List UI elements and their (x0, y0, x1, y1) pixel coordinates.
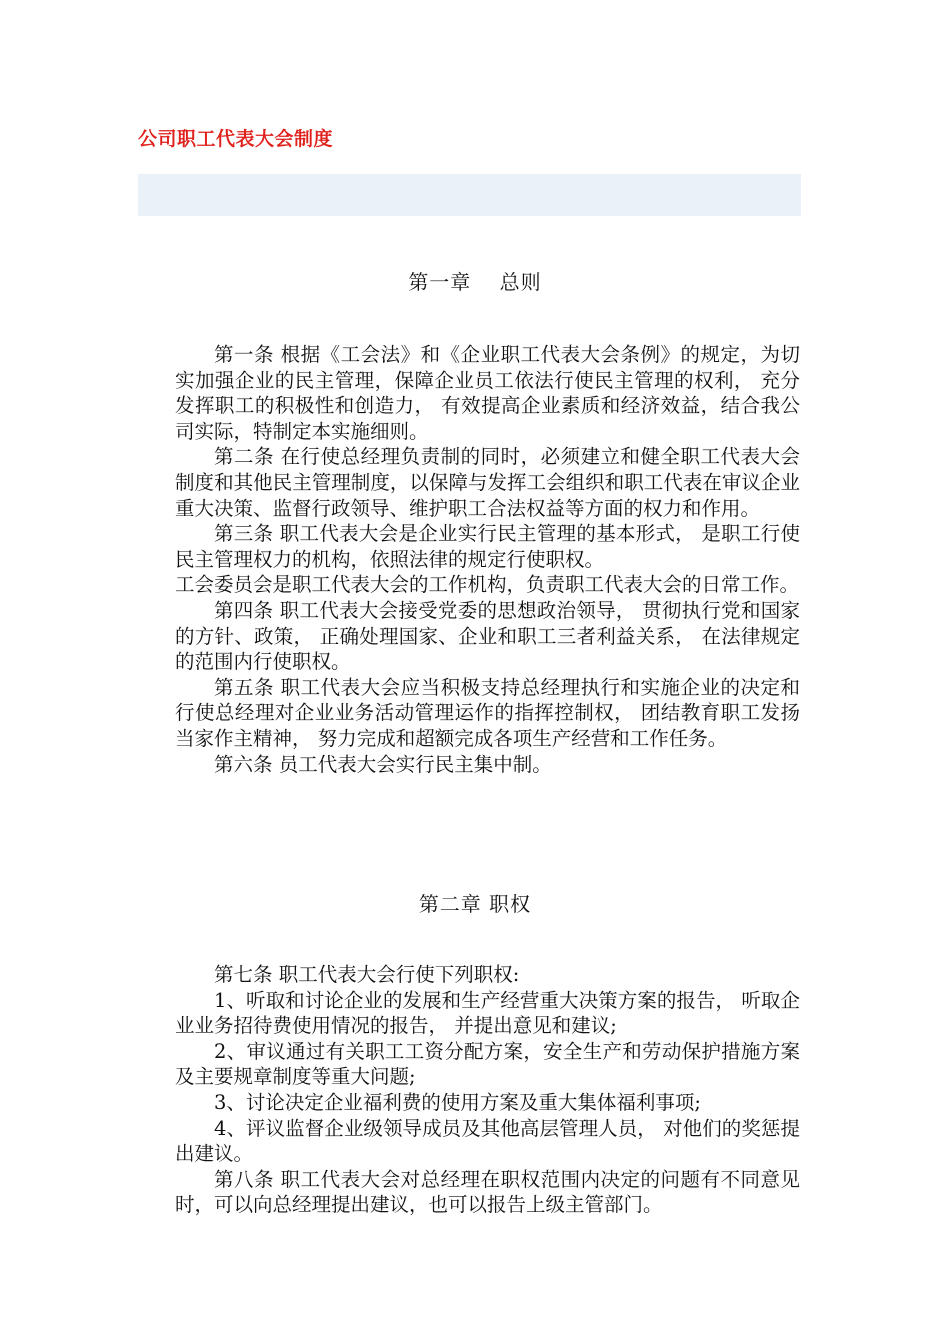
chapter-2-body (175, 962, 800, 1218)
title-banner (138, 174, 801, 216)
article-4: 第四条 职工代表大会接受党委的思想政治领导， 贯彻执行党和国家的方针、政策， 正确处理国家、企业和职工三者利益关系， 在法律规定的范围内行使职权。 (175, 598, 800, 674)
article-8: 第八条 职工代表大会对总经理在职权范围内决定的问题有不同意见时，可以向总经理提出建议，也可以报告上级主管部门。 (175, 1167, 800, 1217)
chapter-heading-2: 第二章 职权 (418, 892, 532, 916)
article-3: 第三条 职工代表大会是企业实行民主管理的基本形式， 是职工行使民主管理权力的机构，依照法律的规定行使职权。 (175, 522, 800, 571)
article-2: 第二条 在行使总经理负责制的同时，必须建立和健全职工代表大会制度和其他民主管理制度，以保障与发挥工会组织和职工代表在审议企业重大决策、监督行政领导、维护职工合法权益等方面的权力和作用。 (175, 445, 800, 520)
chapter-heading-1: 第一章 总则 (408, 270, 542, 294)
article-5: 第五条 职工代表大会应当积极支持总经理执行和实施企业的决定和行使总经理对企业业务活动管理运作的指挥控制权， 团结教育职工发扬当家作主精神， 努力完成和超额完成各项生产经营和工作任务。 (175, 675, 800, 750)
document-title: 公司职工代表大会制度 (138, 128, 334, 150)
article-7-item-2: 2、审议通过有关职工工资分配方案，安全生产和劳动保护措施方案及主要规章制度等重大问题; (175, 1039, 800, 1089)
article-1: 第一条 根据《工会法》和《企业职工代表大会条例》的规定，为切实加强企业的民主管理，保障企业员工依法行使民主管理的权利， 充分发挥职工的积极性和创造力， 有效提高企业素质和经济效益，结合我公司实际，特制定本实施细则。 (175, 343, 800, 443)
article-6: 第六条 员工代表大会实行民主集中制。 (214, 752, 552, 776)
article-7: 第七条 职工代表大会行使下列职权: (214, 963, 520, 986)
article-7-item-3: 3、讨论决定企业福利费的使用方案及重大集体福利事项; (214, 1090, 701, 1114)
article-3-continuation: 工会委员会是职工代表大会的工作机构，负责职工代表大会的日常工作。 (175, 573, 800, 597)
article-7-item-1: 1、听取和讨论企业的发展和生产经营重大决策方案的报告， 听取企业业务招待费使用情况的报告， 并提出意见和建议; (175, 988, 800, 1038)
article-7-item-4: 4、评议监督企业级领导成员及其他高层管理人员， 对他们的奖惩提出建议。 (175, 1116, 800, 1166)
chapter-1-body (175, 342, 800, 777)
